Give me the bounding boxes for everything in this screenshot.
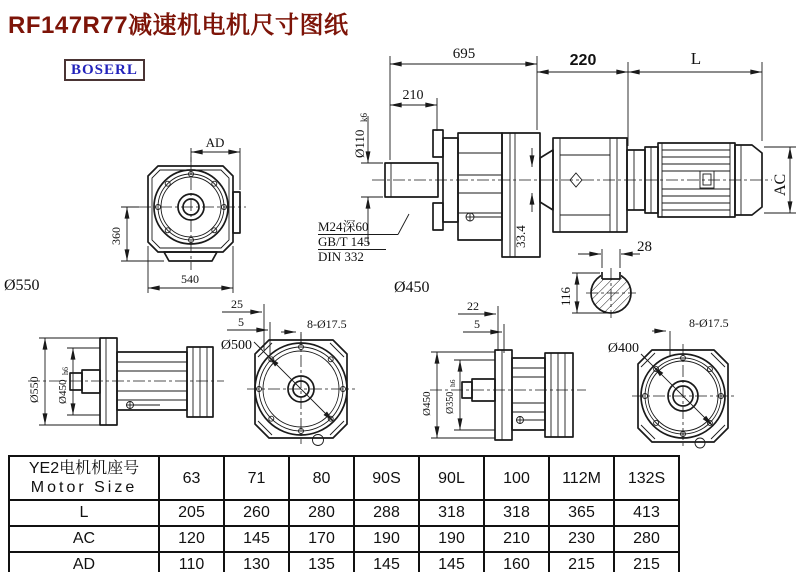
table-header-row [9, 456, 679, 500]
row-label: AC [9, 526, 159, 552]
cell: 318 [484, 500, 549, 526]
cell: 135 [289, 552, 354, 572]
size-col: 90S [354, 456, 419, 500]
page-title: RF147R77减速机电机尺寸图纸 [8, 12, 349, 39]
dimension-table [8, 455, 680, 572]
cell: 260 [224, 500, 289, 526]
view-a-spigot-fit: h6 [61, 367, 70, 375]
size-col: 80 [289, 456, 354, 500]
dim-695: 695 [452, 46, 476, 62]
cell: 190 [354, 526, 419, 552]
cell: 210 [484, 526, 549, 552]
cell: 288 [354, 500, 419, 526]
label-dia-550: Ø550 [4, 277, 40, 294]
dim-220: 220 [569, 52, 597, 69]
table-header-cn: YE2电机机座号 [28, 460, 140, 477]
dim-AD: AD [205, 135, 225, 150]
dim-116: 116 [558, 286, 573, 306]
size-col: 71 [224, 456, 289, 500]
flange-front-view-500 [221, 317, 355, 446]
cell: 145 [354, 552, 419, 572]
cell: 215 [549, 552, 614, 572]
thread-note [318, 214, 409, 264]
cell: 130 [224, 552, 289, 572]
thread-note-line1: M24深60 [318, 219, 369, 234]
cell: 145 [224, 526, 289, 552]
size-col: 100 [484, 456, 549, 500]
table-row-AC [9, 526, 679, 552]
cell: 190 [419, 526, 484, 552]
dim-L: L [690, 49, 702, 68]
cell: 120 [159, 526, 224, 552]
view-c-spigot-dia: Ø350 [445, 391, 456, 414]
dim-AC [764, 147, 796, 213]
shaft-fit-label: k6 [359, 113, 369, 122]
row-label: L [9, 500, 159, 526]
view-d-dia: Ø400 [607, 341, 639, 356]
size-col: 63 [159, 456, 224, 500]
label-dia-450-flange: Ø450 [394, 279, 430, 296]
gearbox-front-view [4, 135, 430, 296]
cell: 413 [614, 500, 679, 526]
size-col: 132S [614, 456, 679, 500]
cell: 318 [419, 500, 484, 526]
brand-logo: BOSERL [64, 59, 145, 81]
dim-AC-label: AC [772, 173, 789, 196]
cell: 365 [549, 500, 614, 526]
cell: 145 [419, 552, 484, 572]
view-a-outer-dia: Ø550 [27, 376, 41, 403]
thread-note-line2: GB/T 145 [318, 234, 371, 249]
view-a-dim-5: 5 [238, 315, 244, 329]
table-header-en: Motor Size [30, 479, 138, 496]
thread-note-line3: DIN 332 [318, 249, 364, 264]
table-row-AD [9, 552, 679, 572]
table-header-motor-size [9, 456, 159, 500]
view-b-holes: 8-Ø17.5 [307, 317, 347, 331]
shaft-section-detail [558, 239, 652, 318]
view-d-holes: 8-Ø17.5 [689, 316, 729, 330]
cell: 230 [549, 526, 614, 552]
view-c-spigot-fit: h6 [448, 379, 457, 387]
row-label: AD [9, 552, 159, 572]
plug-icon [466, 213, 502, 221]
cell: 110 [159, 552, 224, 572]
cell: 160 [484, 552, 549, 572]
cell: 280 [614, 526, 679, 552]
main-side-view [372, 130, 772, 257]
view-c-dim-22: 22 [467, 299, 479, 313]
flange-side-view-450 [421, 299, 586, 440]
table-row-L [9, 500, 679, 526]
cell: 280 [289, 500, 354, 526]
size-col: 90L [419, 456, 484, 500]
dim-210: 210 [402, 88, 424, 103]
flange-side-view-550 [27, 297, 270, 425]
view-c-dim-5: 5 [474, 317, 480, 331]
shaft-dia-label: Ø110 [352, 129, 367, 158]
flange-front-view-400 [608, 316, 734, 448]
dim-360: 360 [109, 227, 123, 245]
dim-33-4 [513, 148, 532, 248]
cell: 215 [614, 552, 679, 572]
view-a-dim-25: 25 [231, 297, 243, 311]
view-a-spigot-dia: Ø450 [57, 379, 69, 404]
dim-540: 540 [181, 272, 199, 286]
cell: 170 [289, 526, 354, 552]
dim-33-4-label: 33.4 [513, 225, 528, 248]
size-col: 112M [549, 456, 614, 500]
dim-28: 28 [637, 239, 652, 255]
view-b-dia: Ø500 [220, 338, 252, 353]
cell: 205 [159, 500, 224, 526]
view-c-outer-dia: Ø450 [421, 391, 433, 416]
